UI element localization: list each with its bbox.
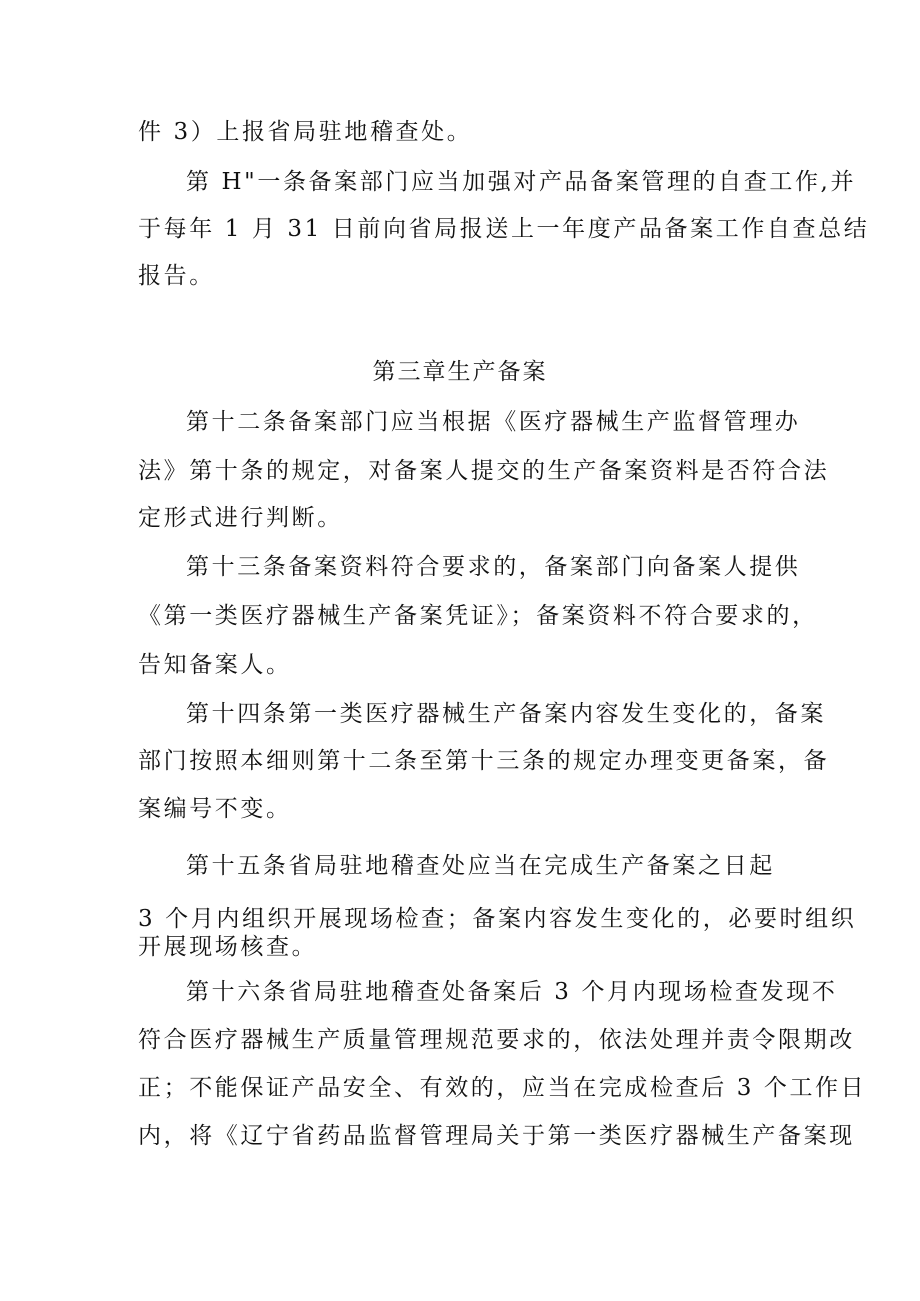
text-line: 3 个月内组织开展现场检查；备案内容发生变化的，必要时组织 bbox=[138, 906, 857, 932]
text-line: 第 H"一条备案部门应当加强对产品备案管理的自查工作,并 bbox=[186, 169, 857, 195]
text-line: 第十四条第一类医疗器械生产备案内容发生变化的，备案 bbox=[186, 701, 826, 727]
text-line: 第十五条省局驻地稽查处应当在完成生产备案之日起 bbox=[186, 853, 775, 879]
text-line: 部门按照本细则第十二条至第十三条的规定办理变更备案，备 bbox=[138, 748, 830, 774]
text-line: 告知备案人。 bbox=[138, 652, 292, 678]
text-line: 第十三条备案资料符合要求的，备案部门向备案人提供 bbox=[186, 554, 801, 580]
text-line: 法》第十条的规定，对备案人提交的生产备案资料是否符合法 bbox=[138, 458, 830, 484]
text-line: 定形式进行判断。 bbox=[138, 505, 343, 531]
text-line: 第十二条备案部门应当根据《医疗器械生产监督管理办 bbox=[186, 409, 801, 435]
text-line: 开展现场核查。 bbox=[138, 934, 318, 960]
text-line: 案编号不变。 bbox=[138, 796, 292, 822]
text-line: 第十六条省局驻地稽查处备案后 3 个月内现场检查发现不 bbox=[186, 979, 838, 1005]
text-line: 符合医疗器械生产质量管理规范要求的，依法处理并责令限期改 bbox=[138, 1027, 855, 1053]
text-line: 于每年 1 月 31 日前向省局报送上一年度产品备案工作自查总结 bbox=[138, 216, 870, 242]
text-line: 内，将《辽宁省药品监督管理局关于第一类医疗器械生产备案现 bbox=[138, 1123, 855, 1149]
text-line: 件 3）上报省局驻地稽查处。 bbox=[138, 119, 473, 145]
text-line: 《第一类医疗器械生产备案凭证》；备案资料不符合要求的， bbox=[138, 603, 818, 629]
text-line: 正；不能保证产品安全、有效的，应当在完成检查后 3 个工作日 bbox=[138, 1075, 867, 1101]
text-line: 报告。 bbox=[138, 263, 215, 289]
chapter-heading: 第三章生产备案 bbox=[372, 359, 548, 385]
